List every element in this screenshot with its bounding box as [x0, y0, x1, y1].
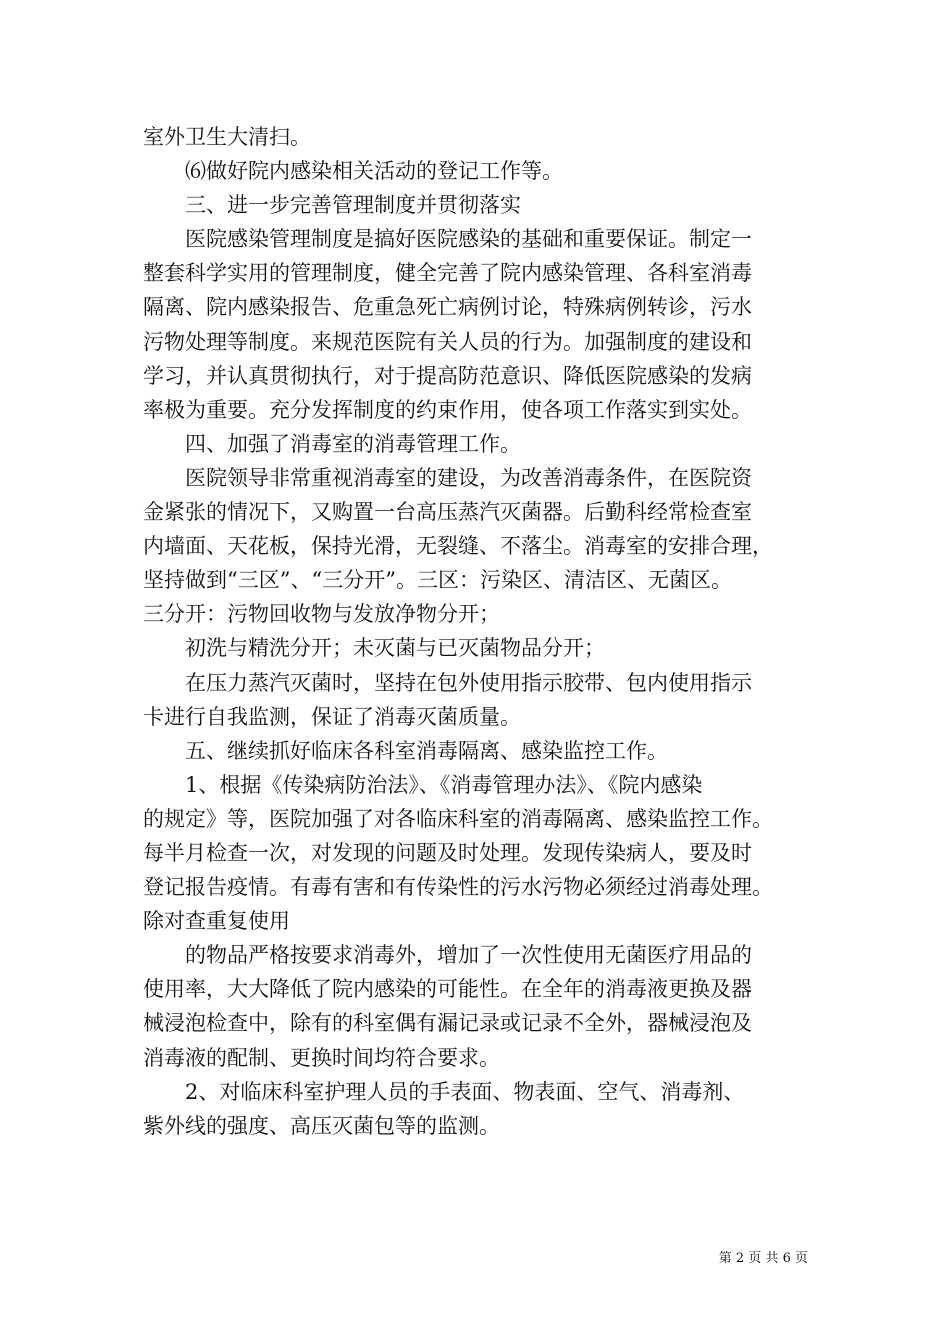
text-line: 医院领导非常重视消毒室的建设，为改善消毒条件，在医院资: [185, 465, 752, 490]
text-line: 的物品严格按要求消毒外，增加了一次性使用无菌医疗用品的: [185, 943, 752, 968]
text-line: 2、对临床科室护理人员的手表面、物表面、空气、消毒剂、: [185, 1079, 745, 1104]
text-line: 卡进行自我监测，保证了消毒灭菌质量。: [143, 704, 521, 729]
text-line: 率极为重要。充分发挥制度的约束作用，使各项工作落实到实处。: [143, 397, 752, 422]
document-body: [143, 120, 823, 1143]
text-line: 使用率，大大降低了院内感染的可能性。在全年的消毒液更换及器: [143, 977, 752, 1002]
text-line: 污物处理等制度。来规范医院有关人员的行为。加强制度的建设和: [143, 329, 752, 354]
text-line: 每半月检查一次，对发现的问题及时处理。发现传染病人，要及时: [143, 840, 752, 865]
text-line: 整套科学实用的管理制度，健全完善了院内感染管理、各科室消毒: [143, 261, 752, 286]
text-line: 登记报告疫情。有毒有害和有传染性的污水污物必须经过消毒处理。: [143, 875, 773, 900]
text-line: ⑹做好院内感染相关活动的登记工作等。: [185, 159, 563, 184]
text-line: 金紧张的情况下，又购置一台高压蒸汽灭菌器。后勤科经常检查室: [143, 500, 752, 525]
text-line: 紫外线的强度、高压灭菌包等的监测。: [143, 1113, 500, 1138]
text-line: 在压力蒸汽灭菌时，坚持在包外使用指示胶带、包内使用指示: [185, 670, 752, 695]
text-line: 内墙面、天花板，保持光滑，无裂缝、不落尘。消毒室的安排合理，: [143, 534, 773, 559]
page-number: 第 2 页 共 6 页: [718, 1251, 808, 1266]
text-line: 除对查重复使用: [143, 909, 290, 934]
text-line: 消毒液的配制、更换时间均符合要求。: [143, 1045, 500, 1070]
text-line: 1、根据《传染病防治法》、《消毒管理办法》、《院内感染: [185, 772, 703, 797]
text-line: 初洗与精洗分开；未灭菌与已灭菌物品分开；: [185, 636, 605, 661]
text-line: 械浸泡检查中，除有的科室偶有漏记录或记录不全外，器械浸泡及: [143, 1011, 752, 1036]
text-line: 学习，并认真贯彻执行，对于提高防范意识、降低医院感染的发病: [143, 363, 752, 388]
text-line: 三、进一步完善管理制度并贯彻落实: [185, 193, 521, 218]
text-line: 隔离、院内感染报告、危重急死亡病例讨论，特殊病例转诊，污水: [143, 295, 752, 320]
text-line: 坚持做到“三区”、“三分开”。三区：污染区、清洁区、无菌区。: [143, 568, 732, 593]
text-line: 三分开：污物回收物与发放净物分开；: [143, 602, 500, 627]
text-line: 室外卫生大清扫。: [143, 125, 311, 149]
text-line: 医院感染管理制度是搞好医院感染的基础和重要保证。制定一: [185, 227, 752, 252]
text-line: 的规定》等，医院加强了对各临床科室的消毒隔离、感染监控工作。: [143, 806, 773, 831]
text-line: 四、加强了消毒室的消毒管理工作。: [185, 431, 521, 456]
text-line: 五、继续抓好临床各科室消毒隔离、感染监控工作。: [185, 738, 668, 763]
